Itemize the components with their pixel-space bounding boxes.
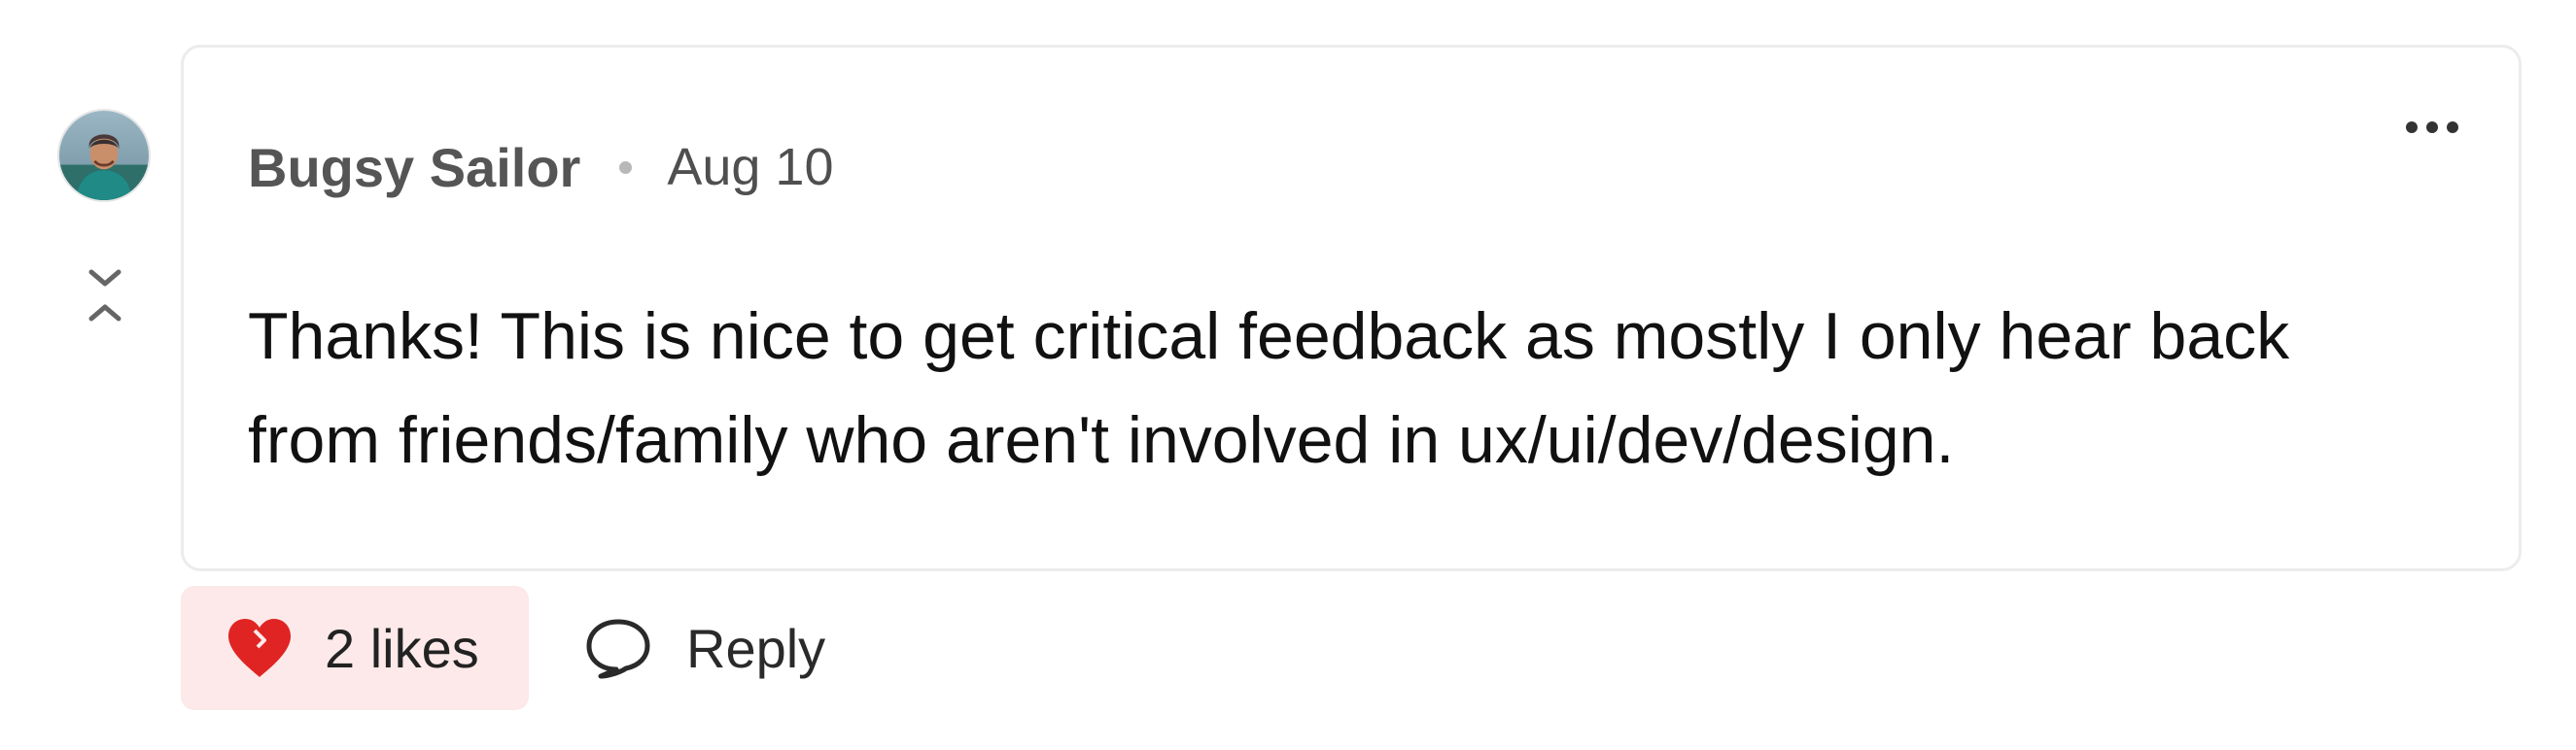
heart-icon <box>226 617 294 679</box>
avatar-photo <box>59 111 149 200</box>
comment-card <box>181 45 2522 571</box>
post-date[interactable]: Aug 10 <box>667 138 834 196</box>
speech-bubble-icon <box>583 616 653 680</box>
reply-label: Reply <box>686 617 826 679</box>
collapse-thread-button[interactable] <box>82 264 128 326</box>
comment-line: Thanks! This is nice to get critical feedback as mostly I only hear back <box>248 299 2290 373</box>
comment-line: from friends/family who aren't involved in ux/ui/dev/design. <box>248 403 1955 477</box>
like-count: 2 likes <box>325 617 479 679</box>
separator-dot <box>619 161 632 174</box>
reply-button[interactable] <box>583 586 825 710</box>
avatar[interactable] <box>57 109 151 202</box>
comment-body <box>248 285 2464 493</box>
collapse-chevrons-icon <box>82 264 128 326</box>
more-options-icon <box>2388 98 2476 156</box>
like-button[interactable] <box>181 586 529 710</box>
comment-header <box>248 128 833 206</box>
more-options-button[interactable] <box>2388 98 2476 156</box>
author-name[interactable]: Bugsy Sailor <box>248 136 581 198</box>
